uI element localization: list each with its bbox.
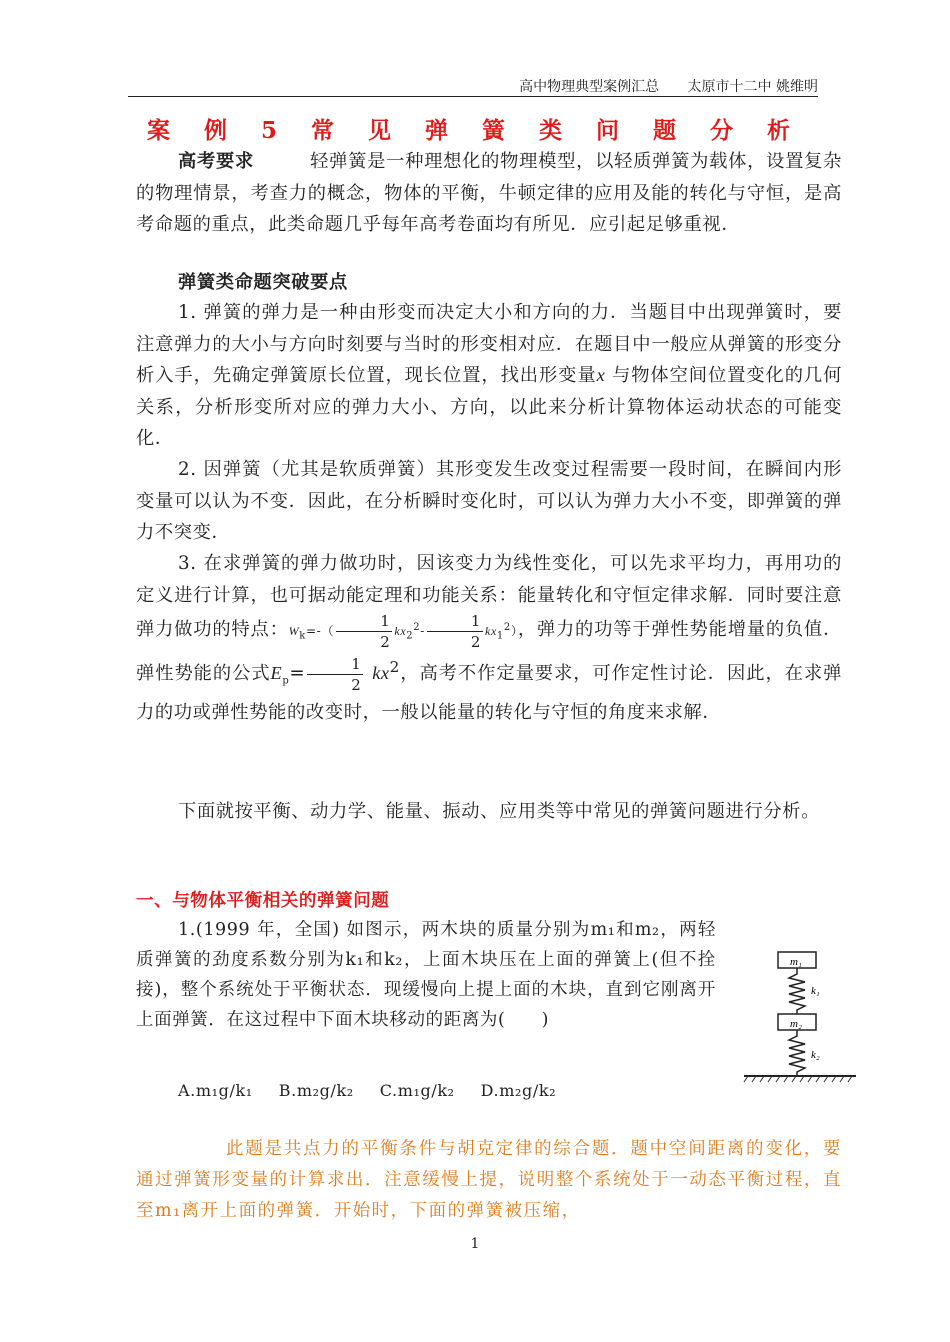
key-heading: 弹簧类命题突破要点 <box>178 272 348 293</box>
label-k1: k₁ <box>811 985 820 997</box>
point-3-text-c: ，高考不作定量要求，可作定性讨论．因此，在求弹力的功或弹性势能的改变时，一般以能量的转化与守恒的角度来求解． <box>136 663 842 724</box>
point-3 <box>136 548 842 729</box>
exam-requirement <box>136 146 842 241</box>
energy-formula: $E_p=$ $\frac{1}{2}$ $kx^2$ <box>270 654 400 694</box>
question-1: 1.(1999 年，全国) 如图示，两木块的质量分别为m₁和m₂，两轻质弹簧的劲度系数分别为k₁和k₂，上面木块压在上面的弹簧上(但不拴接)，整个系统处于平衡状态．现缓慢向上提上面的木块，直到它刚离开上面弹簧．在这过程中下面木块移动的距离为( ) <box>136 920 716 1030</box>
intro-text: 下面就按平衡、动力学、能量、振动、应用类等中常见的弹簧问题进行分析。 <box>178 801 820 822</box>
option-b[interactable]: B.m₂g/k₂ <box>278 1081 354 1100</box>
point-1-var: x <box>596 365 606 385</box>
point-3-text-b: ，弹力的功等于弹性势能增量的负值．弹性势能的公式 <box>136 619 842 685</box>
point-1 <box>136 297 842 455</box>
point-1-text-a: 1. 弹簧的弹力是一种由形变而决定大小和方向的力．当题目中出现弹簧时，要注意弹力的大小与方向时刻要与当时的形变相对应．在题目中一般应从弹簧的形变分析入手，先确定弹簧原长位置，现长位置，找出形变量 <box>136 302 842 386</box>
point-3-text-a: 3. 在求弹簧的弹力做功时，因该变力为线性变化，可以先求平均力，再用功的定义进行计算，也可据动能定理和功能关系：能量转化和守恒定律求解．同时要注意弹力做功的特点： <box>136 553 842 640</box>
header-title: 高中物理典型案例汇总 <box>519 79 660 95</box>
point-2: 2. 因弹簧（尤其是软质弹簧）其形变发生改变过程需要一段时间，在瞬间内形变量可以认为不变．因此，在分析瞬时变化时，可以认为弹力大小不变，即弹簧的弹力不突变． <box>136 459 842 543</box>
work-formula: $W_k=-$（ $\frac{1}{2}$ $kx_2^2-$ $\frac{1}{2}$ $kx_1^2$） <box>288 612 518 651</box>
option-c[interactable]: C.m₁g/k₂ <box>379 1081 455 1100</box>
point-1-text-b: 与物体空间位置变化的几何关系，分析形变所对应的弹力大小、方向，以此来分析计算物体运动状态的可能变化． <box>136 365 842 449</box>
page-number: 1 <box>470 1236 480 1252</box>
analysis-text: 此题是共点力的平衡条件与胡克定律的综合题．题中空间距离的变化，要通过弹簧形变量的计算求出．注意缓慢上提，说明整个系统处于一动态平衡过程，直至m₁离开上面的弹簧．开始时，下面的弹簧被压缩， <box>136 1139 842 1221</box>
spring-block-figure <box>742 944 860 1084</box>
req-label: 高考要求 <box>178 151 254 172</box>
spring-k2 <box>789 1030 805 1076</box>
section-1-heading: 一、与物体平衡相关的弹簧问题 <box>136 891 390 911</box>
label-m1: m₁ <box>790 956 802 968</box>
page-header <box>128 76 818 97</box>
label-m2: m₂ <box>790 1018 802 1030</box>
case-title: 案 例 5 常 见 弹 簧 类 问 题 分 析 <box>146 117 804 144</box>
question-1-options <box>178 1075 628 1107</box>
spring-k1 <box>789 968 805 1014</box>
option-d[interactable]: D.m₂g/k₂ <box>480 1081 557 1100</box>
header-author: 太原市十二中 姚维明 <box>687 79 818 95</box>
option-a[interactable]: A.m₁g/k₁ <box>178 1081 253 1100</box>
req-text: 轻弹簧是一种理想化的物理模型，以轻质弹簧为载体，设置复杂的物理情景，考查力的概念，物体的平衡，牛顿定律的应用及能的转化与守恒，是高考命题的重点，此类命题几乎每年高考卷面均有所见．应引起足够重视． <box>136 151 842 235</box>
label-k2: k₂ <box>811 1049 820 1061</box>
